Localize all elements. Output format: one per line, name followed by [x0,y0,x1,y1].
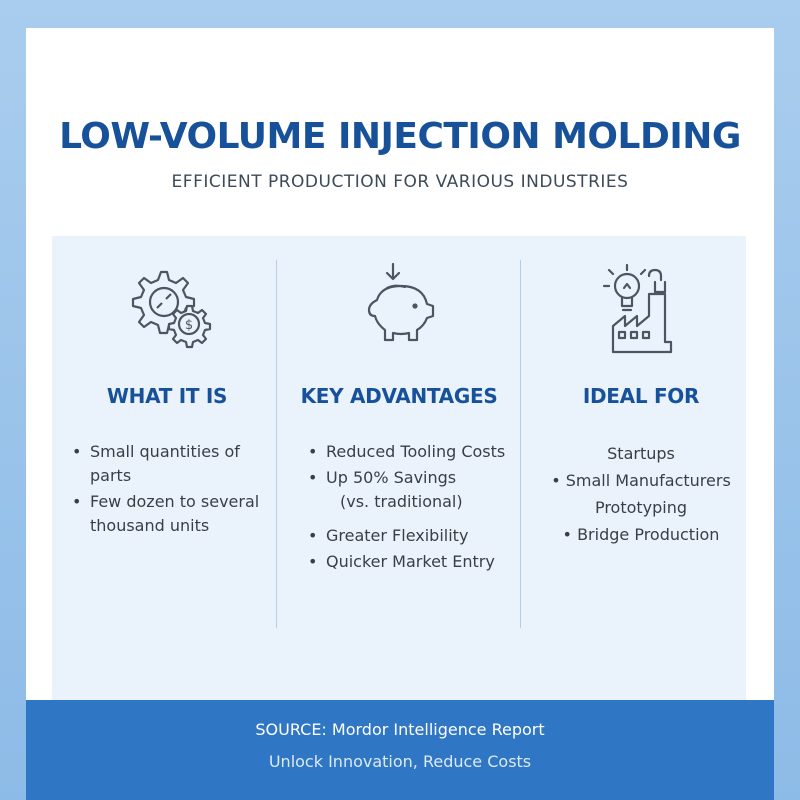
list-item: • Reduced Tooling Costs [308,442,506,461]
column-heading: WHAT IT IS [106,384,228,408]
content-panel [52,236,746,700]
column-heading: KEY ADVANTAGES [300,384,498,408]
footer-source: SOURCE: Mordor Intelligence Report [255,720,545,739]
lightbulb-factory-icon [591,260,691,360]
bullet-list [284,440,514,576]
footer-bar [26,700,774,800]
column-heading: IDEAL FOR [582,384,700,408]
list-item: • Small quantities of parts [72,442,240,485]
list-item: Prototyping [594,498,688,517]
list-item: • Small Manufacturers [551,471,731,490]
column-divider [520,260,521,628]
column-key-advantages [284,236,514,656]
svg-text:$: $ [184,318,194,333]
bullet-list [526,440,756,548]
list-item: Startups [607,444,675,463]
infographic-card [26,28,774,700]
list-item: • Up 50% Savings [308,468,457,487]
list-item: • Quicker Market Entry [308,552,495,571]
column-what-it-is [52,236,282,656]
list-item: • Bridge Production [562,525,720,544]
column-ideal-for [526,236,756,656]
list-item-note: (vs. traditional) [340,492,463,511]
bullet-list [52,440,282,540]
list-item: • Few dozen to several thousand units [72,492,260,535]
page-subtitle: EFFICIENT PRODUCTION FOR VARIOUS INDUSTRIES [171,172,629,192]
piggy-bank-icon [349,260,449,360]
page-title: LOW-VOLUME INJECTION MOLDING [59,116,741,157]
gears-dollar-icon [117,260,217,360]
list-item: • Greater Flexibility [308,526,469,545]
footer-tagline: Unlock Innovation, Reduce Costs [268,752,532,771]
